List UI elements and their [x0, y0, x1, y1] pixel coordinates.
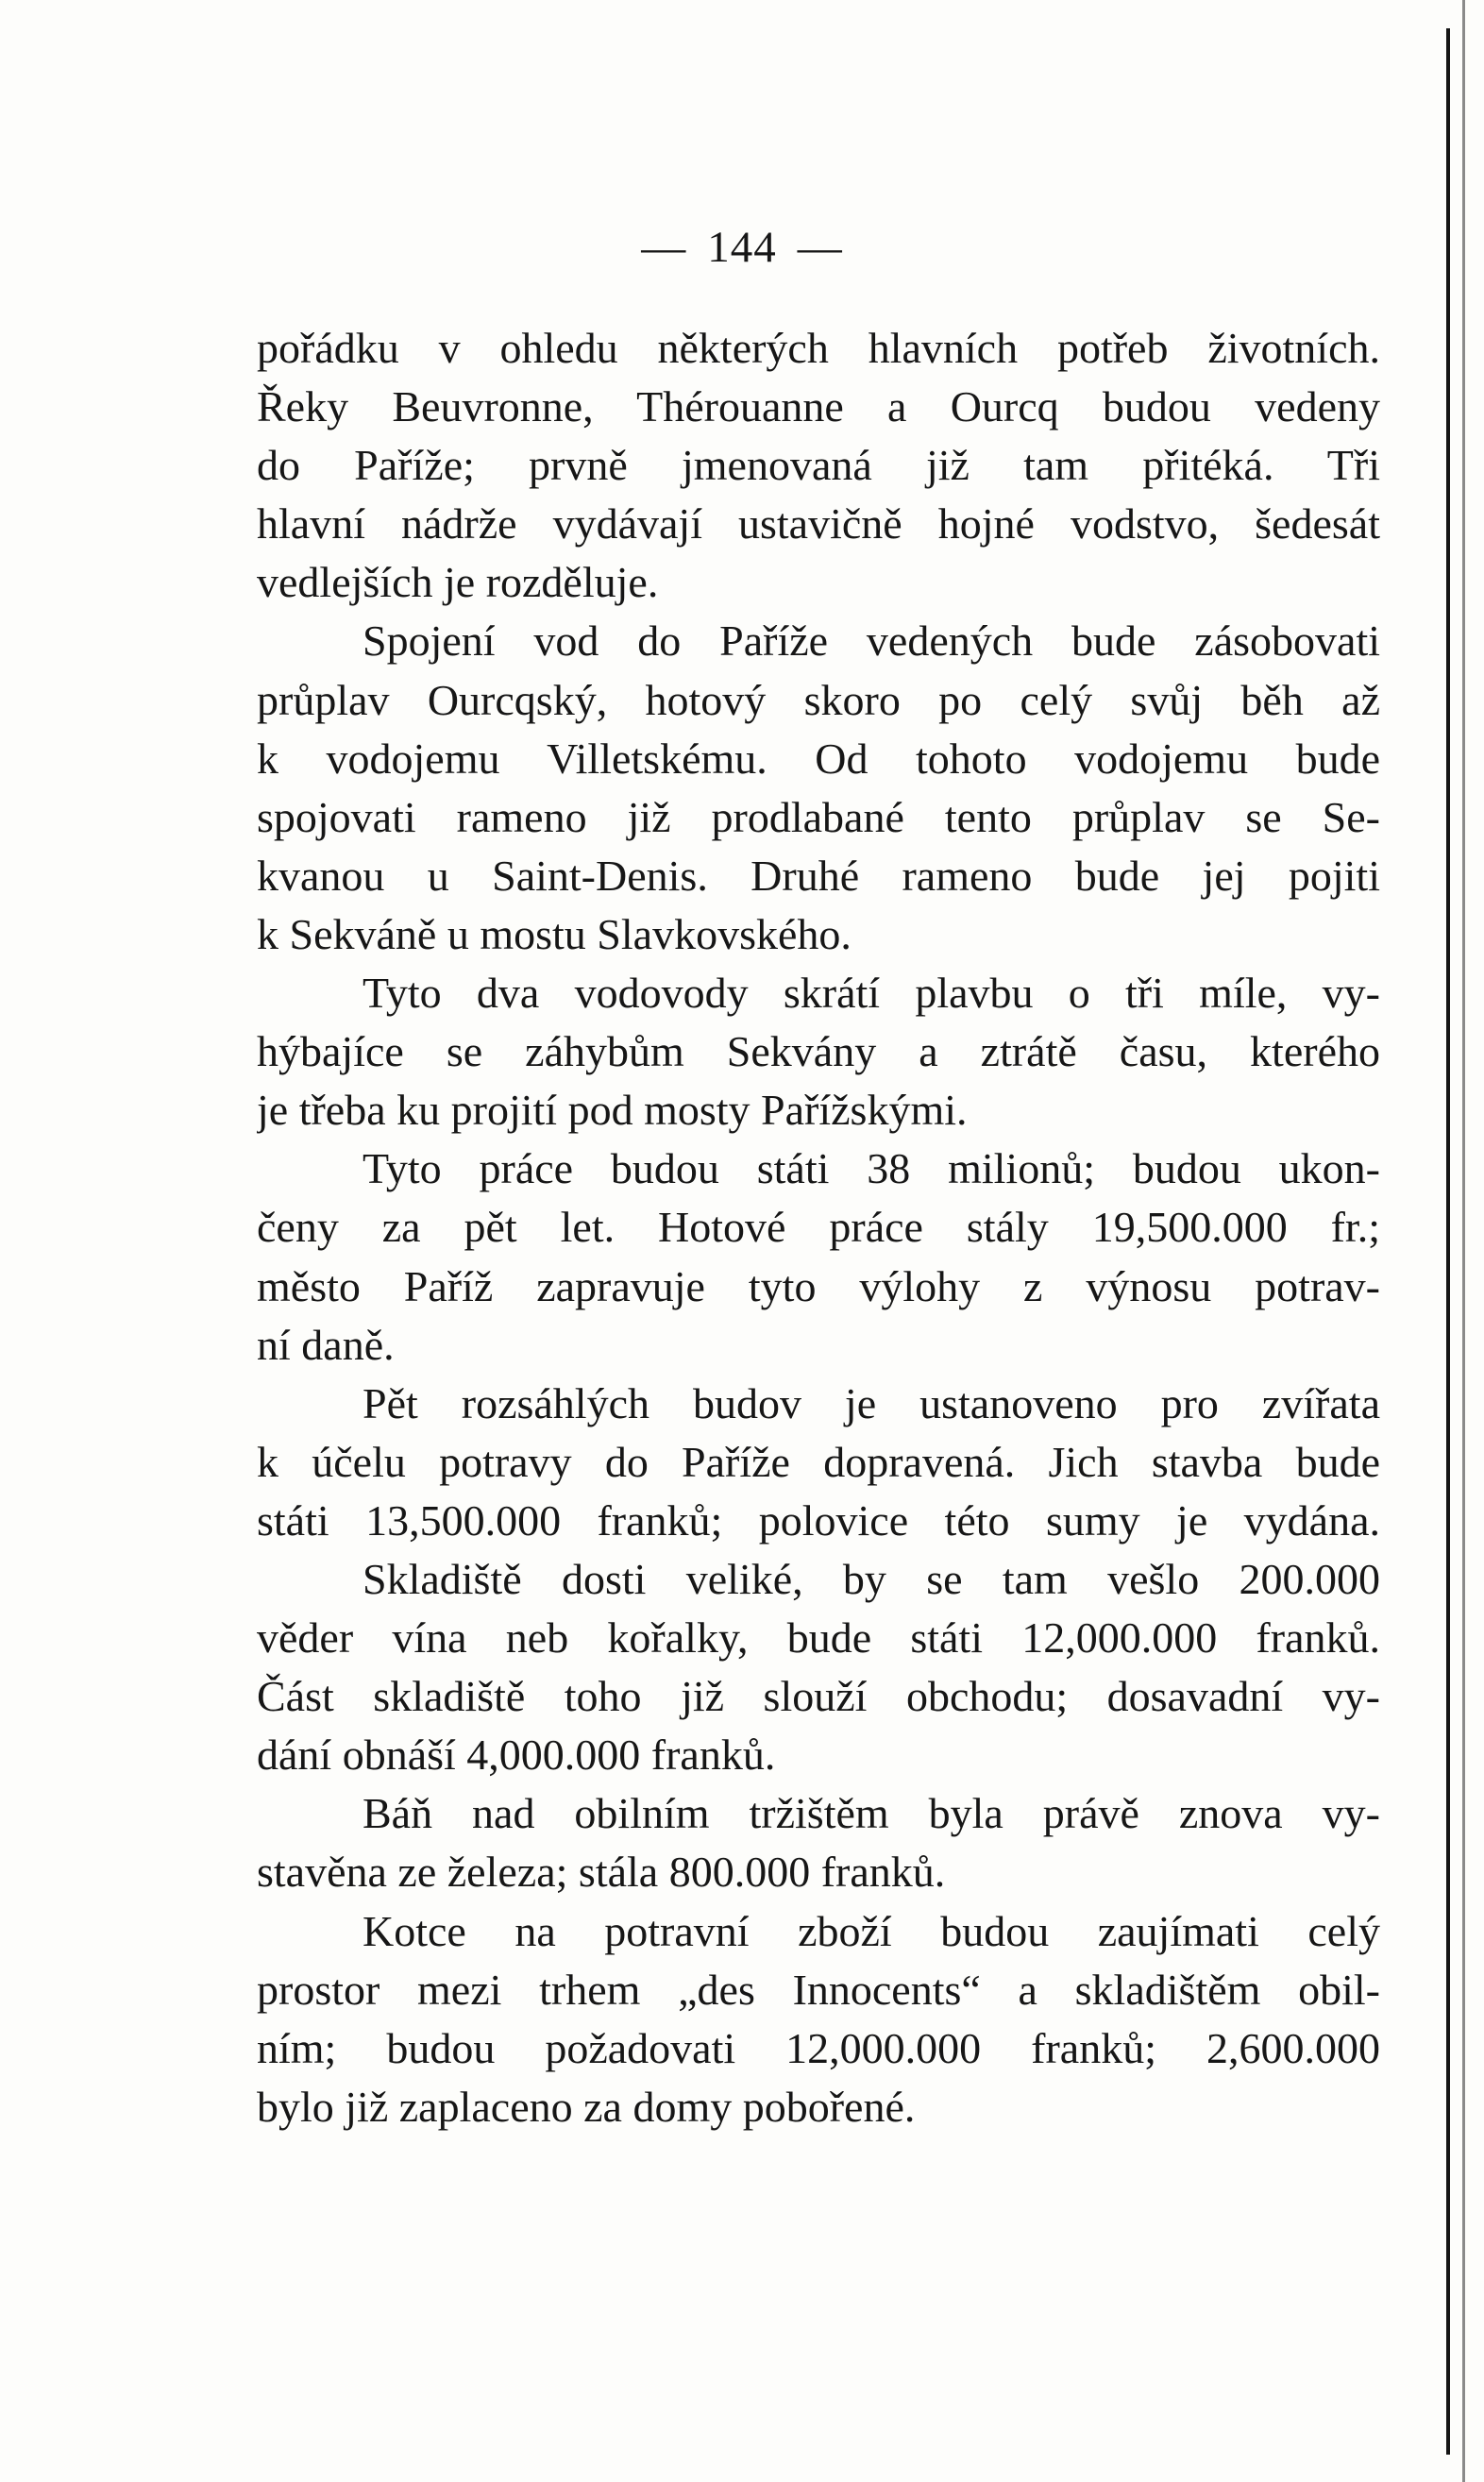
- text-line: hlavní nádrže vydávají ustavičně hojné vodstvo, šedesát: [257, 499, 1380, 549]
- text-line: bylo již zaplaceno za domy pobořené.: [257, 2082, 916, 2131]
- text-line: Tyto dva vodovody skrátí plavbu o tři míle, vy-: [363, 969, 1380, 1018]
- page-number-dash-right: —: [797, 223, 843, 272]
- text-line: ním; budou požadovati 12,000.000 franků; 2,600.000: [257, 2023, 1380, 2072]
- text-line: k účelu potravy do Paříže dopravená. Jich stavba bude: [257, 1437, 1380, 1486]
- text-line: ní daně.: [257, 1320, 395, 1369]
- page-text: [257, 319, 1380, 2136]
- text-line: je třeba ku projití pod mosty Pařížskými.: [257, 1086, 968, 1135]
- text-line: hýbajíce se záhybům Sekvány a ztrátě času, kterého: [257, 1027, 1380, 1076]
- text-line: do Paříže; prvně jmenovaná již tam přitéká. Tři: [257, 441, 1380, 490]
- text-line: věder vína neb kořalky, bude státi 12,000.000 franků.: [257, 1613, 1380, 1663]
- text-line: Tyto práce budou státi 38 milionů; budou ukon-: [363, 1144, 1380, 1193]
- page-number-dash-left: —: [641, 223, 687, 272]
- text-line: město Paříž zapravuje tyto výlohy z výnosu potrav-: [257, 1261, 1380, 1310]
- text-line: Skladiště dosti veliké, by se tam vešlo 200.000: [363, 1554, 1380, 1603]
- text-line: Řeky Beuvronne, Thérouanne a Ourcq budou vedeny: [257, 382, 1380, 431]
- text-line: prostor mezi trhem „des Innocents“ a skladištěm obil-: [257, 1965, 1380, 2014]
- text-line: k vodojemu Villetskému. Od tohoto vodojemu bude: [257, 734, 1380, 783]
- text-line: Kotce na potravní zboží budou zaujímati celý: [363, 1906, 1380, 1955]
- text-line: státi 13,500.000 franků; polovice této sumy je vydána.: [257, 1495, 1380, 1545]
- page-edge-line: [1446, 28, 1450, 2455]
- text-line: Pět rozsáhlých budov je ustanoveno pro zvířata: [363, 1378, 1380, 1427]
- text-line: čeny za pět let. Hotové práce stály 19,500.000 fr.;: [257, 1203, 1380, 1252]
- page-number: [0, 222, 1484, 273]
- text-line: kvanou u Saint-Denis. Druhé rameno bude jej pojiti: [257, 851, 1380, 900]
- text-line: Část skladiště toho již slouží obchodu; dosavadní vy-: [257, 1672, 1380, 1721]
- page-edge-shadow: [1462, 0, 1465, 2482]
- text-line: pořádku v ohledu některých hlavních potřeb životních.: [257, 324, 1380, 372]
- page-number-value: 144: [707, 223, 777, 272]
- text-line: k Sekváně u mostu Slavkovského.: [257, 909, 852, 958]
- text-line: Spojení vod do Paříže vedených bude zásobovati: [363, 616, 1380, 666]
- text-line: spojovati rameno již prodlabané tento průplav se Se-: [257, 792, 1380, 841]
- text-line: Báň nad obilním tržištěm byla právě znova vy-: [363, 1789, 1380, 1838]
- text-line: vedlejších je rozděluje.: [257, 558, 659, 607]
- text-line: průplav Ourcqský, hotový skoro po celý svůj běh až: [257, 675, 1380, 724]
- text-line: stavěna ze železa; stála 800.000 franků.: [257, 1848, 946, 1897]
- text-line: dání obnáší 4,000.000 franků.: [257, 1731, 776, 1780]
